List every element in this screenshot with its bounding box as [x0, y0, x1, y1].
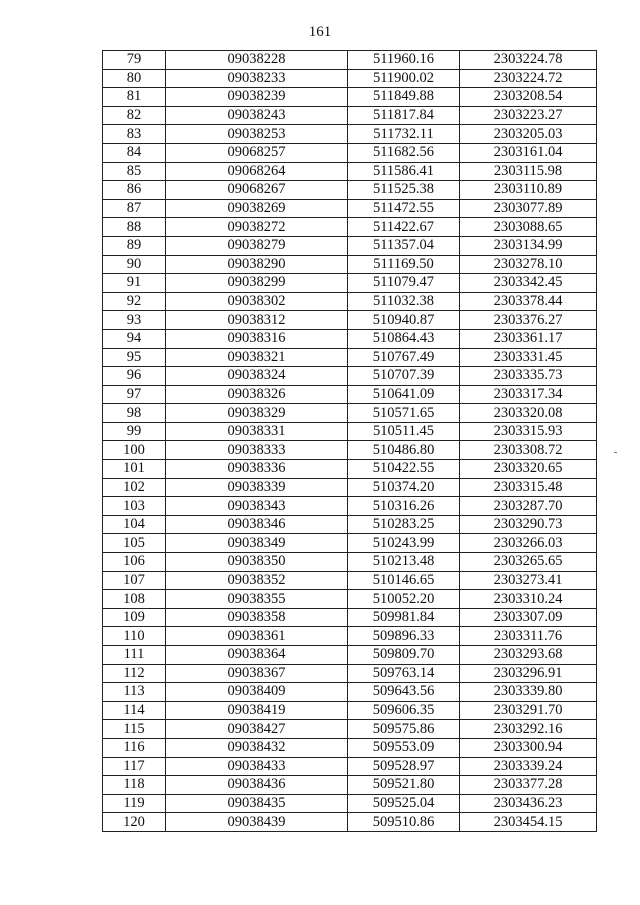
point-id-cell: 09038290: [166, 255, 348, 274]
point-id-cell: 09038409: [166, 683, 348, 702]
point-number-cell: 110: [103, 627, 166, 646]
point-number-cell: 102: [103, 478, 166, 497]
x-coordinate-cell: 511357.04: [348, 236, 460, 255]
point-id-cell: 09038361: [166, 627, 348, 646]
y-coordinate-cell: 2303265.65: [460, 553, 597, 572]
y-coordinate-cell: 2303320.08: [460, 404, 597, 423]
x-coordinate-cell: 510213.48: [348, 553, 460, 572]
y-coordinate-cell: 2303317.34: [460, 385, 597, 404]
x-coordinate-cell: 511079.47: [348, 274, 460, 293]
point-number-cell: 80: [103, 69, 166, 88]
point-id-cell: 09038331: [166, 422, 348, 441]
point-number-cell: 108: [103, 590, 166, 609]
x-coordinate-cell: 509896.33: [348, 627, 460, 646]
x-coordinate-cell: 511732.11: [348, 125, 460, 144]
point-id-cell: 09038228: [166, 51, 348, 70]
point-id-cell: 09038333: [166, 441, 348, 460]
page-number: 161: [308, 24, 332, 40]
table-row: [103, 590, 597, 609]
point-number-cell: 88: [103, 218, 166, 237]
y-coordinate-cell: 2303315.48: [460, 478, 597, 497]
point-id-cell: 09038324: [166, 367, 348, 386]
table-row: [103, 646, 597, 665]
table-row: [103, 738, 597, 757]
x-coordinate-cell: 510641.09: [348, 385, 460, 404]
y-coordinate-cell: 2303339.24: [460, 757, 597, 776]
x-coordinate-cell: 511960.16: [348, 51, 460, 70]
point-number-cell: 79: [103, 51, 166, 70]
point-id-cell: 09038346: [166, 515, 348, 534]
table-row: [103, 274, 597, 293]
point-number-cell: 103: [103, 497, 166, 516]
point-number-cell: 104: [103, 515, 166, 534]
point-id-cell: 09038253: [166, 125, 348, 144]
x-coordinate-cell: 509606.35: [348, 701, 460, 720]
table-row: [103, 348, 597, 367]
point-number-cell: 95: [103, 348, 166, 367]
point-id-cell: 09038243: [166, 106, 348, 125]
y-coordinate-cell: 2303110.89: [460, 181, 597, 200]
y-coordinate-cell: 2303278.10: [460, 255, 597, 274]
y-coordinate-cell: 2303291.70: [460, 701, 597, 720]
x-coordinate-cell: 509763.14: [348, 664, 460, 683]
point-number-cell: 84: [103, 143, 166, 162]
point-id-cell: 09068257: [166, 143, 348, 162]
coordinates-table-body: [103, 51, 597, 832]
y-coordinate-cell: 2303310.24: [460, 590, 597, 609]
point-number-cell: 92: [103, 292, 166, 311]
point-id-cell: 09068264: [166, 162, 348, 181]
point-number-cell: 106: [103, 553, 166, 572]
y-coordinate-cell: 2303088.65: [460, 218, 597, 237]
table-row: [103, 683, 597, 702]
x-coordinate-cell: 509575.86: [348, 720, 460, 739]
point-number-cell: 113: [103, 683, 166, 702]
table-row: [103, 497, 597, 516]
x-coordinate-cell: 509528.97: [348, 757, 460, 776]
y-coordinate-cell: 2303335.73: [460, 367, 597, 386]
coordinates-table: [102, 50, 597, 832]
y-coordinate-cell: 2303377.28: [460, 776, 597, 795]
point-id-cell: 09038336: [166, 460, 348, 479]
x-coordinate-cell: 510052.20: [348, 590, 460, 609]
x-coordinate-cell: 510422.55: [348, 460, 460, 479]
y-coordinate-cell: 2303290.73: [460, 515, 597, 534]
point-id-cell: 09038352: [166, 571, 348, 590]
point-number-cell: 97: [103, 385, 166, 404]
point-number-cell: 96: [103, 367, 166, 386]
table-row: [103, 404, 597, 423]
table-row: [103, 460, 597, 479]
point-id-cell: 09038279: [166, 236, 348, 255]
point-id-cell: 09038326: [166, 385, 348, 404]
point-id-cell: 09038302: [166, 292, 348, 311]
table-row: [103, 69, 597, 88]
point-id-cell: 09038433: [166, 757, 348, 776]
y-coordinate-cell: 2303208.54: [460, 88, 597, 107]
y-coordinate-cell: 2303454.15: [460, 813, 597, 832]
x-coordinate-cell: 511169.50: [348, 255, 460, 274]
table-row: [103, 236, 597, 255]
x-coordinate-cell: 510767.49: [348, 348, 460, 367]
point-id-cell: 09038239: [166, 88, 348, 107]
point-id-cell: 09038419: [166, 701, 348, 720]
table-row: [103, 776, 597, 795]
table-row: [103, 720, 597, 739]
point-id-cell: 09038269: [166, 199, 348, 218]
x-coordinate-cell: 511472.55: [348, 199, 460, 218]
table-row: [103, 664, 597, 683]
x-coordinate-cell: 511900.02: [348, 69, 460, 88]
point-number-cell: 100: [103, 441, 166, 460]
point-number-cell: 118: [103, 776, 166, 795]
y-coordinate-cell: 2303223.27: [460, 106, 597, 125]
table-row: [103, 255, 597, 274]
y-coordinate-cell: 2303293.68: [460, 646, 597, 665]
y-coordinate-cell: 2303361.17: [460, 329, 597, 348]
point-id-cell: 09038432: [166, 738, 348, 757]
x-coordinate-cell: 510243.99: [348, 534, 460, 553]
y-coordinate-cell: 2303378.44: [460, 292, 597, 311]
point-number-cell: 89: [103, 236, 166, 255]
point-id-cell: 09038233: [166, 69, 348, 88]
x-coordinate-cell: 511422.67: [348, 218, 460, 237]
y-coordinate-cell: 2303292.16: [460, 720, 597, 739]
point-id-cell: 09068267: [166, 181, 348, 200]
x-coordinate-cell: 509809.70: [348, 646, 460, 665]
table-row: [103, 162, 597, 181]
table-row: [103, 329, 597, 348]
y-coordinate-cell: 2303224.78: [460, 51, 597, 70]
x-coordinate-cell: 511682.56: [348, 143, 460, 162]
y-coordinate-cell: 2303134.99: [460, 236, 597, 255]
x-coordinate-cell: 510486.80: [348, 441, 460, 460]
y-coordinate-cell: 2303287.70: [460, 497, 597, 516]
table-row: [103, 367, 597, 386]
table-row: [103, 143, 597, 162]
table-row: [103, 441, 597, 460]
x-coordinate-cell: 511032.38: [348, 292, 460, 311]
point-id-cell: 09038439: [166, 813, 348, 832]
x-coordinate-cell: 509643.56: [348, 683, 460, 702]
x-coordinate-cell: 510146.65: [348, 571, 460, 590]
point-id-cell: 09038321: [166, 348, 348, 367]
y-coordinate-cell: 2303339.80: [460, 683, 597, 702]
point-number-cell: 82: [103, 106, 166, 125]
y-coordinate-cell: 2303331.45: [460, 348, 597, 367]
point-number-cell: 98: [103, 404, 166, 423]
point-number-cell: 116: [103, 738, 166, 757]
table-row: [103, 125, 597, 144]
point-id-cell: 09038339: [166, 478, 348, 497]
x-coordinate-cell: 510316.26: [348, 497, 460, 516]
point-number-cell: 99: [103, 422, 166, 441]
y-coordinate-cell: 2303296.91: [460, 664, 597, 683]
y-coordinate-cell: 2303224.72: [460, 69, 597, 88]
point-id-cell: 09038312: [166, 311, 348, 330]
point-id-cell: 09038316: [166, 329, 348, 348]
y-coordinate-cell: 2303077.89: [460, 199, 597, 218]
y-coordinate-cell: 2303266.03: [460, 534, 597, 553]
y-coordinate-cell: 2303273.41: [460, 571, 597, 590]
table-row: [103, 534, 597, 553]
y-coordinate-cell: 2303315.93: [460, 422, 597, 441]
table-row: [103, 553, 597, 572]
y-coordinate-cell: 2303205.03: [460, 125, 597, 144]
table-row: [103, 181, 597, 200]
y-coordinate-cell: 2303376.27: [460, 311, 597, 330]
table-row: [103, 106, 597, 125]
x-coordinate-cell: 509510.86: [348, 813, 460, 832]
point-id-cell: 09038355: [166, 590, 348, 609]
point-number-cell: 109: [103, 608, 166, 627]
point-id-cell: 09038343: [166, 497, 348, 516]
point-id-cell: 09038272: [166, 218, 348, 237]
point-number-cell: 94: [103, 329, 166, 348]
table-row: [103, 571, 597, 590]
x-coordinate-cell: 509525.04: [348, 794, 460, 813]
point-number-cell: 107: [103, 571, 166, 590]
point-number-cell: 117: [103, 757, 166, 776]
point-number-cell: 83: [103, 125, 166, 144]
y-coordinate-cell: 2303320.65: [460, 460, 597, 479]
point-id-cell: 09038350: [166, 553, 348, 572]
point-id-cell: 09038358: [166, 608, 348, 627]
scan-speck: [614, 452, 617, 453]
point-number-cell: 91: [103, 274, 166, 293]
y-coordinate-cell: 2303436.23: [460, 794, 597, 813]
x-coordinate-cell: 511586.41: [348, 162, 460, 181]
x-coordinate-cell: 510940.87: [348, 311, 460, 330]
table-row: [103, 88, 597, 107]
x-coordinate-cell: 509553.09: [348, 738, 460, 757]
table-row: [103, 385, 597, 404]
x-coordinate-cell: 511525.38: [348, 181, 460, 200]
point-number-cell: 112: [103, 664, 166, 683]
x-coordinate-cell: 510511.45: [348, 422, 460, 441]
y-coordinate-cell: 2303342.45: [460, 274, 597, 293]
table-row: [103, 794, 597, 813]
x-coordinate-cell: 511849.88: [348, 88, 460, 107]
y-coordinate-cell: 2303115.98: [460, 162, 597, 181]
point-number-cell: 85: [103, 162, 166, 181]
x-coordinate-cell: 510864.43: [348, 329, 460, 348]
point-number-cell: 114: [103, 701, 166, 720]
x-coordinate-cell: 510571.65: [348, 404, 460, 423]
point-number-cell: 120: [103, 813, 166, 832]
table-row: [103, 627, 597, 646]
x-coordinate-cell: 510374.20: [348, 478, 460, 497]
table-row: [103, 51, 597, 70]
y-coordinate-cell: 2303308.72: [460, 441, 597, 460]
point-id-cell: 09038349: [166, 534, 348, 553]
point-id-cell: 09038299: [166, 274, 348, 293]
table-row: [103, 199, 597, 218]
point-number-cell: 105: [103, 534, 166, 553]
x-coordinate-cell: 509981.84: [348, 608, 460, 627]
table-row: [103, 218, 597, 237]
table-row: [103, 813, 597, 832]
table-row: [103, 757, 597, 776]
point-id-cell: 09038367: [166, 664, 348, 683]
table-row: [103, 292, 597, 311]
x-coordinate-cell: 511817.84: [348, 106, 460, 125]
table-row: [103, 422, 597, 441]
point-number-cell: 111: [103, 646, 166, 665]
point-number-cell: 115: [103, 720, 166, 739]
table-row: [103, 515, 597, 534]
table-row: [103, 701, 597, 720]
x-coordinate-cell: 510707.39: [348, 367, 460, 386]
point-number-cell: 101: [103, 460, 166, 479]
point-number-cell: 90: [103, 255, 166, 274]
point-id-cell: 09038329: [166, 404, 348, 423]
x-coordinate-cell: 509521.80: [348, 776, 460, 795]
point-number-cell: 86: [103, 181, 166, 200]
point-id-cell: 09038427: [166, 720, 348, 739]
point-number-cell: 119: [103, 794, 166, 813]
point-number-cell: 87: [103, 199, 166, 218]
table-row: [103, 311, 597, 330]
y-coordinate-cell: 2303300.94: [460, 738, 597, 757]
table-row: [103, 478, 597, 497]
point-id-cell: 09038364: [166, 646, 348, 665]
table-row: [103, 608, 597, 627]
y-coordinate-cell: 2303311.76: [460, 627, 597, 646]
y-coordinate-cell: 2303161.04: [460, 143, 597, 162]
point-id-cell: 09038435: [166, 794, 348, 813]
y-coordinate-cell: 2303307.09: [460, 608, 597, 627]
point-number-cell: 93: [103, 311, 166, 330]
point-number-cell: 81: [103, 88, 166, 107]
x-coordinate-cell: 510283.25: [348, 515, 460, 534]
point-id-cell: 09038436: [166, 776, 348, 795]
